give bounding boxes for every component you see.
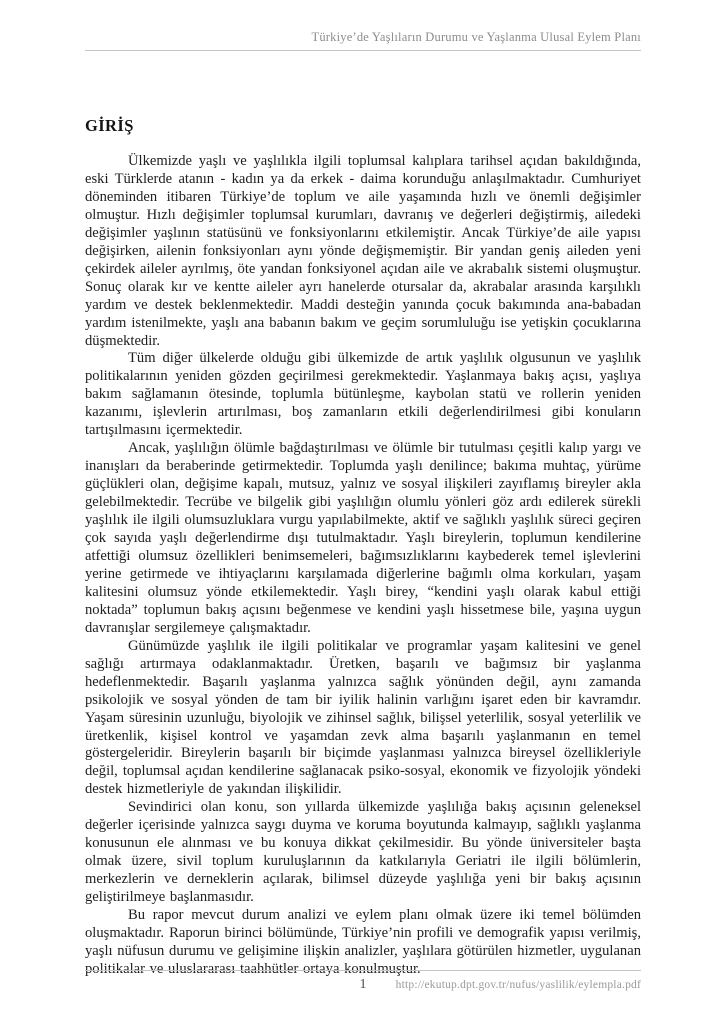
page-header [85,30,641,51]
page-body [85,116,641,979]
running-title: Türkiye’de Yaşlıların Durumu ve Yaşlanma Ulusal Eylem Planı [311,30,641,44]
paragraph-2: Tüm diğer ülkelerde olduğu gibi ülkemizde de artık yaşlılık olgusunun ve yaşlılık politikalarının yeniden gözden geçirilmesi gerekmektedir. Yaşlanmaya bakış açısı, yaşlıya bakım sağlamanın ötesinde, toplumla bütünleşme, kaybolan statü ve rollerin yeniden kazanımı, işlevlerin artırılması, boş zamanların etkili değerlendirilmesi gibi konuların tartışılmasını içermektedir. [85,350,641,439]
section-title: GİRİŞ [85,116,134,135]
page-number: 1 [359,977,367,992]
paragraph-4: Günümüzde yaşlılık ile ilgili politikalar ve programlar yaşam kalitesini ve genel sağlığı artırmaya odaklanmaktadır. Üretken, başarılı ve bağımsız bir yaşlanma hedeflenmektedir. Başarılı yaşlanma yalnızca sağlık yönünden değil, aynı zamanda psikolojik ve sosyal yönden de tam bir iyilik halinin varlığını işaret eden bir kavramdır. Yaşam süresinin uzunluğu, biyolojik ve zihinsel sağlık, bilişsel yeterlilik, sosyal yeterlilik ve üretkenlik, kişisel kontrol ve yaşamdan zevk alma başarılı yaşlanmanın en temel göstergeleridir. Bireylerin başarılı bir biçimde yaşlanması yalnızca bireysel özellikleriyle değil, toplumsal açıdan kendilerine sağlanacak psiko-sosyal, ekonomik ve fizyolojik yöndeki destek hizmetleriyle de yakından ilişkilidir. [85,637,641,798]
paragraph-5: Sevindirici olan konu, son yıllarda ülkemizde yaşlılığa bakış açısının geleneksel değerler içerisinde yalnızca saygı duyma ve koruma boyutunda kalmayıp, sağlıklı yaşlanma konusunun ele alınması ve bu konuya dikkat çekilmesidir. Bu yönde üniversiteler başta olmak üzere, sivil toplum kuruluşlarının da katkılarıyla Geriatri ile ilgili bölümlerin, merkezlerin ve derneklerin açılarak, bilimsel düzeyde yaşlılığa yeni bir bakış açısının geliştirilmeye başlanmasıdır. [85,799,641,906]
footer-url: http://ekutup.dpt.gov.tr/nufus/yaslilik/eylempla.pdf [395,979,641,991]
paragraph-6: Bu rapor mevcut durum analizi ve eylem planı olmak üzere iki temel bölümden oluşmaktadır. Raporun birinci bölümünde, Türkiye’nin profili ve demografik yapısı verilmiş, yaşlı nüfusun durumu ve gelişimine ilişkin analizler, yaşlılara götürülen hizmetler, uygulanan politikalar ve uluslararası taahhütler ortaya konulmuştur. [85,907,641,977]
page-footer [85,970,641,992]
paragraph-1: Ülkemizde yaşlı ve yaşlılıkla ilgili toplumsal kalıplara tarihsel açıdan bakıldığında, eski Türklerde atanın - kadın ya da erkek - daima korunduğu anlaşılmaktadır. Cumhuriyet döneminden itibaren Türkiye’de toplum ve aile yaşamında hızlı ve önemli değişimler olmuştur. Hızlı değişimler toplumsal kurumları, davranış ve değerleri değiştirmiş, ailedeki değişimler yaşlının statüsünü ve fonksiyonlarını etkilemiştir. Ancak Türkiye’de aile yapısı değişirken, ailenin fonksiyonları aynı yönde değişmemiştir. Bir yandan geniş aileden yeni çekirdek aileler ayrılmış, öte yandan fonksiyonel açıdan aile ve akrabalık sistemi oluşmuştur. Sonuç olarak kır ve kentte aileler ayrı hanelerde otursalar da, akrabalar arasında karşılıklı yardım ve destek beklenmektedir. Maddi desteğin yanında çocuk bakımında ana-babadan yardım istenilmekte, yaşlı ana babanın bakım ve geçim sorumluluğu ise yetişkin çocuklarına düşmektedir. [85,153,641,349]
paragraph-3: Ancak, yaşlılığın ölümle bağdaştırılması ve ölümle bir tutulması çeşitli kalıp yargı ve inanışları da beraberinde getirmektedir. Toplumda yaşlı denilince; bakıma muhtaç, yürüme güçlükleri olan, değişime kapalı, mutsuz, yalnız ve sosyal ilişkileri zayıflamış bireyler akla gelebilmektedir. Tecrübe ve bilgelik gibi yaşlılığın olumlu yönleri göz ardı edilerek sürekli yaşlılık ile ilgili olumsuzluklara vurgu yapılabilmekte, aktif ve sağlıklı yaşlılık süreci geçiren çok sayıda yaşlı değerlendirme dışı tutulmaktadır. Yaşlı bireylerin, toplumun kendilerine atfettiği olumsuz özellikleri benimsemeleri, bağımsızlıklarını kaybederek temel işlevlerini yerine getirmede ve ihtiyaçlarını karşılamada diğerlerine bağımlı olma korkuları, yaşam kalitesini olumsuz yönde etkilemektedir. Yaşlı birey, “kendini yaşlı olarak kabul ettiği noktada” toplumun bakış açısını beğenmese ve kendini yaşlı hissetmese bile, yaşına uygun davranışlar sergilemeye çalışmaktadır. [85,440,641,636]
